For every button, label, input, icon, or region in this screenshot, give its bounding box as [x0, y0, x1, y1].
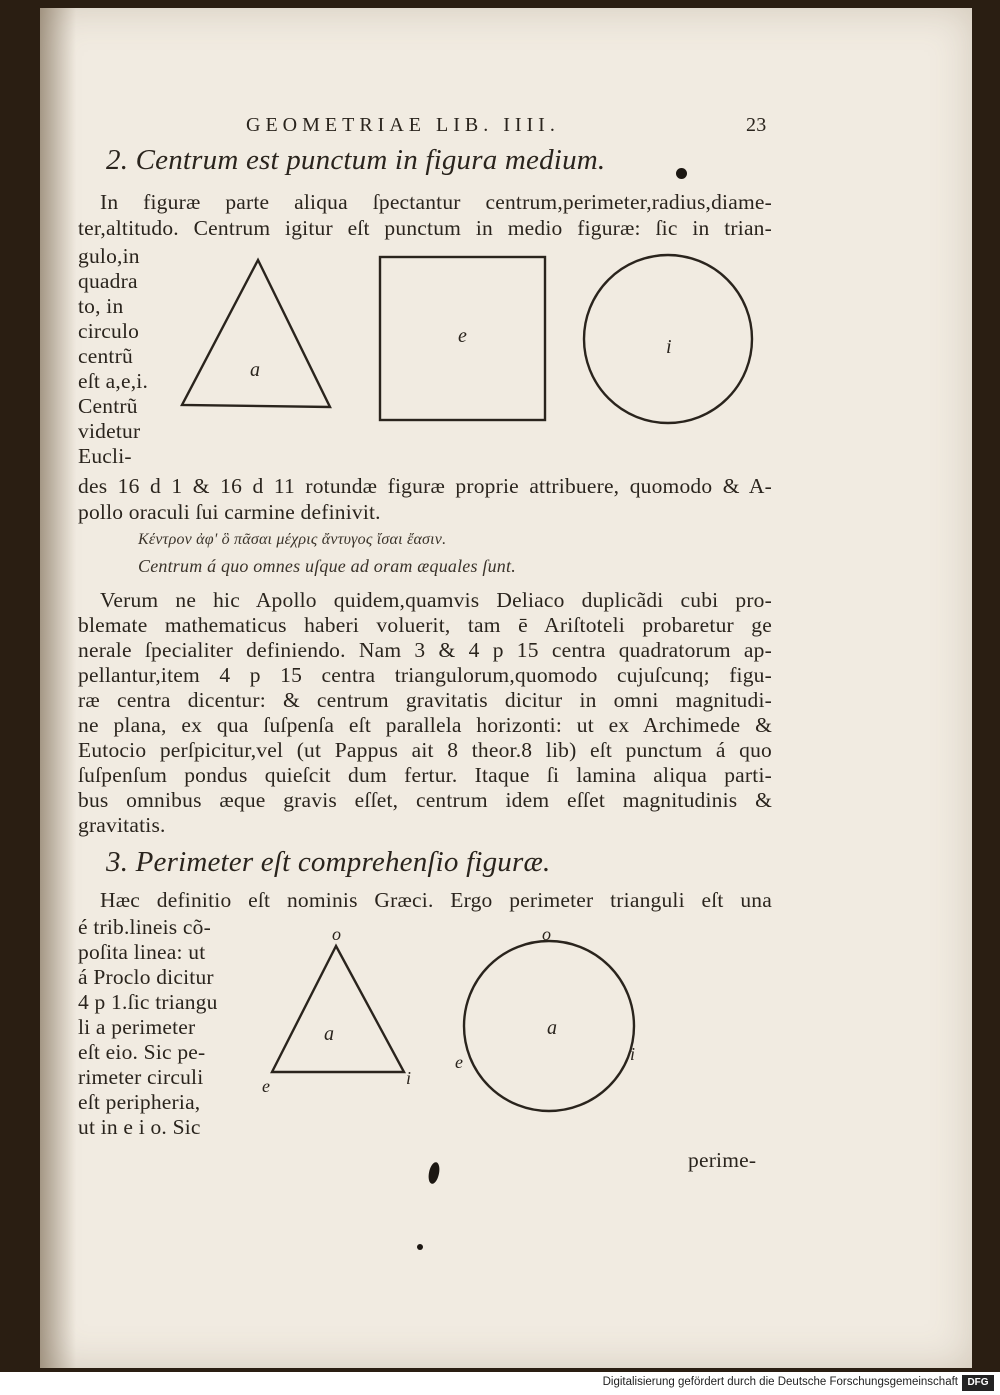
section-2-intro-line-2: ter,altitudo. Centrum igitur eſt punctum in medio figuræ: ſic in trian- — [78, 216, 772, 240]
section-2-after-line-1: des 16 d 1 & 16 d 11 rotundæ figuræ proprie attribuere, quomodo & A- — [78, 474, 772, 498]
catchword: perime- — [688, 1148, 757, 1172]
margin-line: Centrũ — [78, 394, 138, 418]
margin-line: eſt peripheria, — [78, 1090, 201, 1114]
greek-quote: Κέντρον ἀφ' ὃ πᾶσαι μέχρις ἄντυγος ἴσαι ἔασιν. — [138, 531, 447, 548]
circle-top-label: o — [542, 924, 551, 944]
section-2-intro-line-1: In figuræ parte aliqua ſpectantur centrum,perimeter,radius,diame- — [100, 190, 772, 214]
body-line: bus omnibus æque gravis eſſet, centrum idem eſſet magnitudinis & — [78, 788, 772, 812]
section-2-heading: 2. Centrum est punctum in figura medium. — [106, 144, 606, 176]
triangle-top-label: o — [332, 924, 341, 944]
circle-left-label: e — [455, 1052, 463, 1072]
dfg-logo: DFG — [962, 1375, 994, 1391]
triangle-center-label: a — [250, 359, 260, 381]
body-line: Verum ne hic Apollo quidem,quamvis Deliaco duplicãdi cubi pro- — [100, 588, 772, 612]
triangle-left-label: e — [262, 1076, 270, 1096]
margin-line: to, in — [78, 294, 124, 318]
margin-line: ut in e i o. Sic — [78, 1115, 201, 1139]
margin-line: centrũ — [78, 344, 133, 368]
section-2-after-line-2: pollo oraculi ſui carmine definivit. — [78, 500, 381, 524]
body-line: ne plana, ex qua ſuſpenſa eſt parallela horizonti: ut ex Archimede & — [78, 713, 772, 737]
body-line: ſuſpenſum pondus quieſcit dum fertur. Itaque ſi lamina aliqua parti- — [78, 763, 772, 787]
margin-line: li a perimeter — [78, 1015, 196, 1039]
body-line: gravitatis. — [78, 813, 166, 837]
circle-center-label: i — [666, 336, 672, 358]
digitization-footer — [0, 1372, 1000, 1395]
margin-line: 4 p 1.ſic triangu — [78, 990, 218, 1014]
triangle-figure — [272, 946, 404, 1072]
running-title: GEOMETRIAE LIB. IIII. — [246, 114, 560, 136]
square-center-label: e — [458, 325, 467, 347]
margin-line: quadra — [78, 269, 138, 293]
body-line: blemate mathematicus haberi voluerit, tam ē Ariſtoteli probaretur ge — [78, 613, 772, 637]
section-3-figures — [40, 888, 972, 1148]
margin-line: á Proclo dicitur — [78, 965, 214, 989]
footer-credit: Digitalisierung gefördert durch die Deutsche Forschungsgemeinschaft — [602, 1376, 958, 1388]
margin-line: Eucli- — [78, 444, 132, 468]
section-2-figures — [40, 8, 972, 528]
latin-quote: Centrum á quo omnes uſque ad oram æquales ſunt. — [138, 556, 516, 576]
book-page — [40, 8, 972, 1368]
section-3-intro-line: Hæc definitio eſt nominis Græci. Ergo perimeter trianguli eſt una — [100, 888, 772, 912]
triangle-center-label: a — [324, 1023, 334, 1045]
ink-spot — [417, 1244, 423, 1250]
margin-line: circulo — [78, 319, 140, 343]
margin-line: eſt eio. Sic pe- — [78, 1040, 206, 1064]
triangle-right-label: i — [406, 1068, 412, 1088]
margin-line: gulo,in — [78, 244, 140, 268]
body-line: pellantur,item 4 p 15 centra triangulorum,quomodo cujuſcunq; figu- — [78, 663, 772, 687]
ink-spot — [427, 1161, 441, 1185]
margin-line: é trib.lineis cõ- — [78, 915, 211, 939]
body-line: Eutocio perſpicitur,vel (ut Pappus ait 8 theor.8 lib) eſt punctum á quo — [78, 738, 772, 762]
circle-right-label: i — [630, 1044, 636, 1064]
margin-line: poſita linea: ut — [78, 940, 206, 964]
margin-line: eſt a,e,i. — [78, 369, 149, 393]
body-line: nerale ſpecialiter definiendo. Nam 3 & 4 p 15 centra quadratorum ap- — [78, 638, 772, 662]
triangle-figure — [182, 260, 330, 407]
page-number: 23 — [746, 114, 767, 136]
margin-line: videtur — [78, 419, 141, 443]
ink-spot — [676, 168, 687, 179]
section-3-heading: 3. Perimeter eſt comprehenſio figuræ. — [106, 846, 551, 878]
margin-line: rimeter circuli — [78, 1065, 204, 1089]
body-line: ræ centra dicentur: & centrum gravitatis dicitur in omni magnitudi- — [78, 688, 772, 712]
circle-center-label: a — [547, 1017, 557, 1039]
